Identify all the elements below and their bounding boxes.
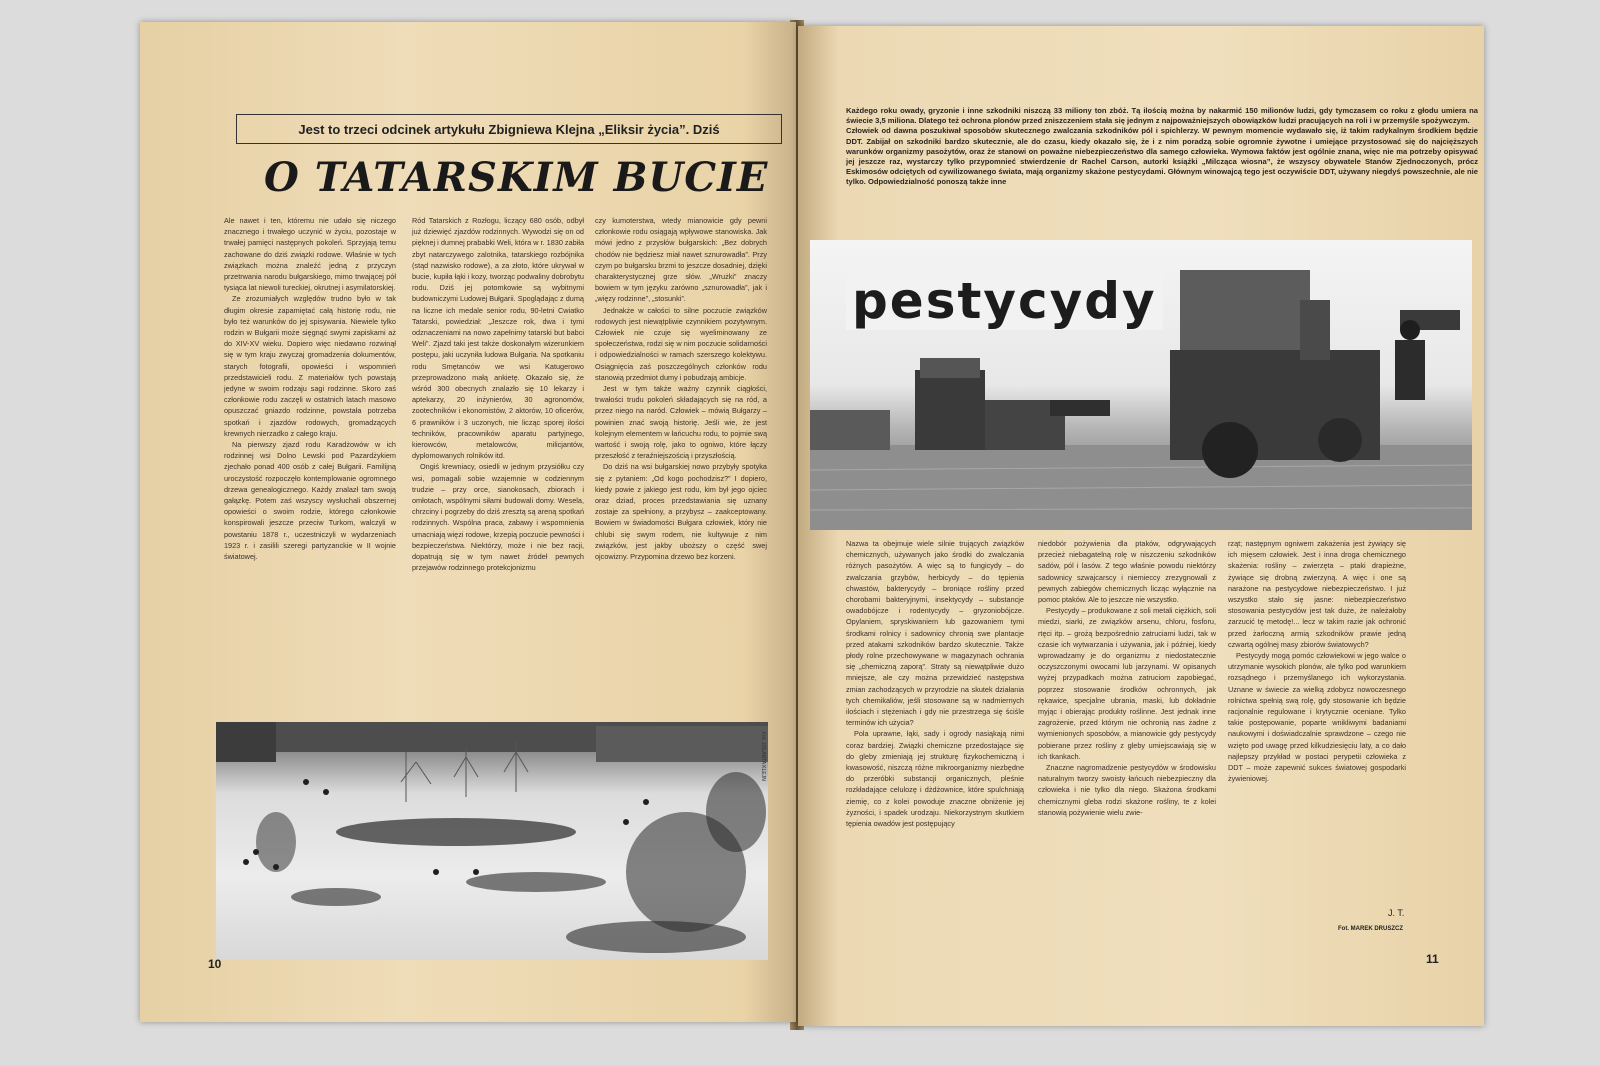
photo-illustration (216, 722, 768, 960)
paragraph: czy kumoterstwa, wtedy mianowicie gdy pewni członkowie rodu osiągają wpływowe stanowiska. Jak mówi jedno z przysłów bułgarskich: „Bez dobrych chodów nie będziesz miał nawet sznurowadła”. Przy czym po bułgarsku brzmi to jeszcze dosadniej, dzięki charakterystycznej grze słów. „Wrużki” znaczy bowiem w tym języku zarówno „sznurowadła”, jak i „więzy rodzinne”, „stosunki”. (595, 216, 767, 304)
intro-text: Jest to trzeci odcinek artykułu Zbigniewa Klejna „Eliksir życia”. Dziś (298, 121, 720, 137)
right-column-2 (1038, 538, 1216, 948)
paragraph: Nazwa ta obejmuje wiele silnie trujących związków chemicznych, używanych jako środki do zwalczania różnych pasożytów. A więc są to fungicydy – do zwalczania grzybów, herbicydy – do tępienia chwastów, bakterycydy – broniące rośliny przed chorobami bakteryjnymi, insektycydy – substancje owadobójcze i rodentycydy – gryzoniobójcze. Opylaniem, spryskiwaniem lub gazowaniem tymi środkami rolnicy i sadownicy chronią swe plantacje przed atakami szkodników bardzo skutecznie. Także płody rolne przechowywane w magazynach ochrania się „chemiczną zaporą”. Straty są niewątpliwie dużo mniejsze, ale czy można przewidzieć następstwa zmian zachodzących w przyrodzie na skutek działania tych chemikaliów, jeśli stosowane są w nadmiernych ilościach i stężeniach i gdy nie przestrzega się ściśle terminów ich użycia? (846, 539, 1024, 728)
photo-credit-left: Fot. JOLANTA KLEJN (760, 732, 766, 781)
paragraph: Pola uprawne, łąki, sady i ogrody nasiąkają nimi coraz bardziej. Związki chemiczne przedostające się do gleby zmieniają jej strukturę fizykochemiczną i kwasowość, niszczą różne mikroorganizmy niezbędne do przeróbki substancji organicznych, pleśnie rozkładające celulozę i dżdżownice, które spulchniają ziemię, co z kolei powoduje znaczne obniżenie jej żyzności, i spadek urodzaju. Niekorzystnym skutkiem tępienia owadów jest postępujący (846, 729, 1024, 829)
page-number-left: 10 (208, 957, 222, 971)
right-column-3 (1228, 538, 1406, 898)
page-number-right: 11 (1426, 952, 1439, 966)
paragraph: Jednakże w całości to silne poczucie związków rodowych jest niewątpliwie czynnikiem pozytywnym. Człowiek nie czuje się wyeliminowany ze społeczeństwa, rodzi się w nim poczucie solidarności i odpowiedzialności w ramach szerszego kolektywu. Osiągnięcia zaś poszczególnych członków rodu stanowią przedmiot dumy i pobudzają ambicje. (595, 305, 767, 382)
paragraph: Ród Tatarskich z Rozłogu, liczący 680 osób, odbył już dziewięć zjazdów rodzinnych. Wywodzi się on od pięknej i dumnej prababki Weli, która w r. 1830 zabiła zbyt natarczywego zalotnika, tatarskiego rozbójnika (stąd nazwisko rodowe), a za złoto, które ukrywał w bucie, kupiła łąki i kozy, tworząc podwaliny dobrobytu rodu. Dziś jej potomkowie są wybitnymi budowniczymi Ludowej Bułgarii. Spoglądając z dumą na liczne ich medale senior rodu, 90-letni Cwiatko Tatarski, powiedział: „Jeszcze rok, dwa i tymi odznaczeniami na nowo zapełnimy tatarski but babci Weli”. Zjazd taki jest także doskonałym wizerunkiem postępu, jaki uczyniła ludowa Bułgaria. Na spotkaniu rodu Smętanców we wsi Katugerowo przeprowadzono małą ankietę. Okazało się, że wśród 300 obecnych znalazło się 10 lekarzy i aptekarzy, 20 inżynierów, 30 agronomów, zootechników i ekonomistów, 2 aktorów, 10 oficerów, 6 prawników i 3 uczonych, nie licząc sporej ilości techników, pracowników aparatu partyjnego, kierowców, metalowców, milicjantów, dyplomowanych rolników itd. (412, 216, 584, 461)
photo-folk-dance-crowd (216, 722, 768, 960)
paragraph: Jest w tym także ważny czynnik ciągłości, trwałości trudu pokoleń składających się na ród, a przez niego na naród. Człowiek – mówią Bułgarzy – powinien znać swoją historię. Jeśli wie, że jest kolejnym elementem w łańcuchu rodu, to pojmie swą wartość i swoją rolę, jako to ogniwo, które łączy przeszłość z teraźniejszością i przyszłością. (595, 384, 767, 461)
paragraph: Ongiś krewniacy, osiedli w jednym przysiółku czy wsi, pomagali sobie wzajemnie w codziennym trudzie – przy orce, sianokosach, zbiorach i omłotach, wspólnymi siłami budowali domy. Wesela, chrzciny i pogrzeby do dziś zresztą są areną spotkań rodzinnych. Wspólna praca, zabawy i wspomnienia umacniają więzi rodowe, krzepią poczucie pewności i bezpieczeństwa. Niektórzy, może i nie bez racji, dopatrują się w tym nawet źródeł pewnych przejawów rodzinnego protekcjonizmu (412, 462, 584, 573)
left-column-3 (595, 215, 767, 731)
paragraph: niedobór pożywienia dla ptaków, odgrywających przecież niebagatelną rolę w niszczeniu szkodników sadów, pól i lasów. Z tego właśnie powodu niektórzy sadownicy szwajcarscy i niemieccy zrezygnowali z pewnych zabiegów chemicznych licząc wyłącznie na pomoc ptaków. Ale to jeszcze nie wszystko. (1038, 539, 1216, 605)
lead-text (846, 106, 1478, 250)
paragraph: rząt; następnym ogniwem zakażenia jest żywiący się ich mięsem człowiek. Jest i inna droga chemicznego skażenia: rośliny – zwierzęta – ptaki drapieżne, żywiące się drobną zwierzyną. A więc i one są narażone na pestycydowe niebezpieczeństwo. I już wszystko stało się jasne: niebezpieczeństwo stosowania pestycydów jest tak duże, że należałoby zarzucić tę metodę!... lecz w takim razie jak ochronić przed żarłoczną armią szkodników prawie jedną czwartą ogólnej masy zbiorów światowych? (1228, 539, 1406, 649)
lead-paragraph: Każdego roku owady, gryzonie i inne szkodniki niszczą 33 miliony ton zbóż. Tą ilością można by nakarmić 150 milionów ludzi, gdy tymczasem co roku z głodu umiera na świecie 3,5 miliona. Dlatego też ochrona plonów przed zniszczeniem stała się jednym z najpoważniejszych obowiązków ludzi pracujących na roli i w przemyśle spożywczym. (846, 106, 1478, 126)
lead-paragraph: Człowiek od dawna poszukiwał sposobów skutecznego zwalczania szkodników pól i spichlerzy. W pewnym momencie wydawało się, iż takim radykalnym środkiem będzie DDT. Zabijał on szkodniki bardzo skutecznie, ale do czasu, kiedy okazało się, że i z nim poradzą sobie ogromnie żywotne i umiejące przystosować się do najcięższych warunków organizmy pasożytów, oraz że stanowi on poważne niebezpieczeństwo dla samego człowieka. Wymowa faktów jest ogólnie znana, więc nie ma potrzeby opisywać jej jeszcze raz, wystarczy tylko przypomnieć stwierdzenie dr Rachel Carson, autorki książki „Milcząca wiosna”, że wszyscy obywatele Stanów Zjednoczonych, prócz Eskimosów odciętych od cywilizowanego świata, mają organizmy skażone pestycydami. Głównym winowajcą tego jest oczywiście DDT, używany niegdyś powszechnie, ale nie tylko. Odpowiedzialność ponoszą także inne (846, 126, 1478, 187)
left-column-2 (412, 215, 584, 731)
author-signature: J. T. (1388, 908, 1405, 918)
paragraph: Ale nawet i ten, któremu nie udało się niczego znacznego i trwałego uczynić w życiu, pozostaje w trwałej pamięci następnych pokoleń. Sprzyjają temu zachowane do dziś związki rodowe. Właśnie w tych związkach można znaleźć jedną z przyczyn przetrwania narodu bułgarskiego, mimo trwającej pół tysiąca lat niewoli tureckiej, okrutnej i asymilatorskiej. (224, 216, 396, 293)
left-page (140, 22, 796, 1022)
paragraph: Ze zrozumiałych względów trudno było w tak długim okresie zapamiętać całą historię rodu, nie było też warunków do jej spisywania. Niewiele tylko rodzin w Bułgarii może sięgnąć swymi zapiskami aż do XIV-XV wieku. Dopiero więc niedawno rozwinął się w tym kraju zwyczaj gromadzenia dokumentów, starych fotografii, opowieści i wspomnień przedstawicieli rodu. Z materiałów tych powstają jedyne w swoim rodzaju sagi rodzinne. Skoro zaś członkowie rodu zaczęli w ostatnich latach masowo opuszczać gniazdo rodzinne, powstała potrzeba spotkań i zjazdów rodowych, gromadzących krewnych nierzadko z całego kraju. (224, 294, 396, 438)
intro-box (236, 114, 782, 144)
paragraph: Pestycydy – produkowane z soli metali ciężkich, soli miedzi, siarki, ze związków arsenu, chloru, fosforu, rtęci itp. – grożą bezpośrednio zatruciami ludzi, tak w czasie ich wytwarzania i używania, jak i później, kiedy wprowadzamy je do organizmu z niedostatecznie oczyszczonymi owocami lub jarzynami. W opisanych wyżej przypadkach można zatruciom zapobiegać, poprzez stosowanie środków ochronnych, jak rękawice, specjalne ubrania, maski, lub dokładnie myjąc i obierając produkty roślinne. Jest jednak inne zagrożenie, przed którym nie ochronią nas żadne z wymienionych sposobów, a mianowicie gdy pestycydy pobierane przez rośliny z gleby umiejscawiają się w ich tkankach. (1038, 606, 1216, 761)
left-column-1 (224, 215, 396, 731)
right-column-1 (846, 538, 1024, 948)
paragraph: Pestycydy mogą pomóc człowiekowi w jego walce o utrzymanie wysokich plonów, ale tylko pod warunkiem rozsądnego i przemyślanego ich wykorzystania. Uznane w świecie za wielką zdobycz nowoczesnego rolnictwa spełnią swą rolę, gdy stosowanie ich będzie racjonalnie regulowane i krytycznie oceniane. Tylko takie postępowanie, poparte wnikliwymi badaniami naukowymi i doświadczalnie sprawdzone – czego nie wzięto pod uwagę przed kilkudziesięciu laty, a co dało najlepszy przykład w postaci perypetii człowieka z DDT – może zapewnić sukces światowej gospodarki żywieniowej. (1228, 651, 1406, 784)
paragraph: Znaczne nagromadzenie pestycydów w środowisku naturalnym tworzy swoisty łańcuch niebezpieczny dla człowieka i nie tylko dla niego. Skażona środkami chemicznymi gleba rodzi skażone rośliny, te z kolei stanowią pożywienie wielu zwie- (1038, 763, 1216, 817)
photo-credit-right: Fot. MAREK DRUSZCZ (1338, 926, 1403, 932)
article-headline: O TATARSKIM BUCIE (264, 154, 769, 201)
right-page (798, 26, 1484, 1026)
paragraph: Do dziś na wsi bułgarskiej nowo przybyły spotyka się z pytaniem: „Od kogo pochodzisz?” I dopiero, kiedy powie z jakiego jest rodu, kim był jego ojciec oraz dziad, proces przedstawiania się uznany zostaje za spełniony, a przybysz – zaakceptowany. Bowiem w świadomości Bułgara człowiek, który nie chlubi się swym rodem, nie kultywuje z nim związków, jest jakby uboższy o część swej ojcowizny. Przypomina drzewo bez korzeni. (595, 462, 767, 562)
section-title: pestycydy (846, 272, 1163, 330)
paragraph: Na pierwszy zjazd rodu Karadżowów w ich rodzinnej wsi Dolno Lewski pod Pazardżykiem zjechało ponad 400 osób z całej Bułgarii. Familijną uroczystość rozpoczęło kontemplowanie ogromnego drzewa genealogicznego. Każdy znalazł tam swoją gałązkę. Potem zaś wszyscy wysłuchali obszernej opowieści o swoim rodzie, którego członkowie konspirowali jeszcze przeciw Turkom, walczyli w powstaniu 1878 r., uczestniczyli w wydarzeniach 1923 r. i zasilili szeregi partyzanckie w II wojnie światowej. (224, 440, 396, 562)
